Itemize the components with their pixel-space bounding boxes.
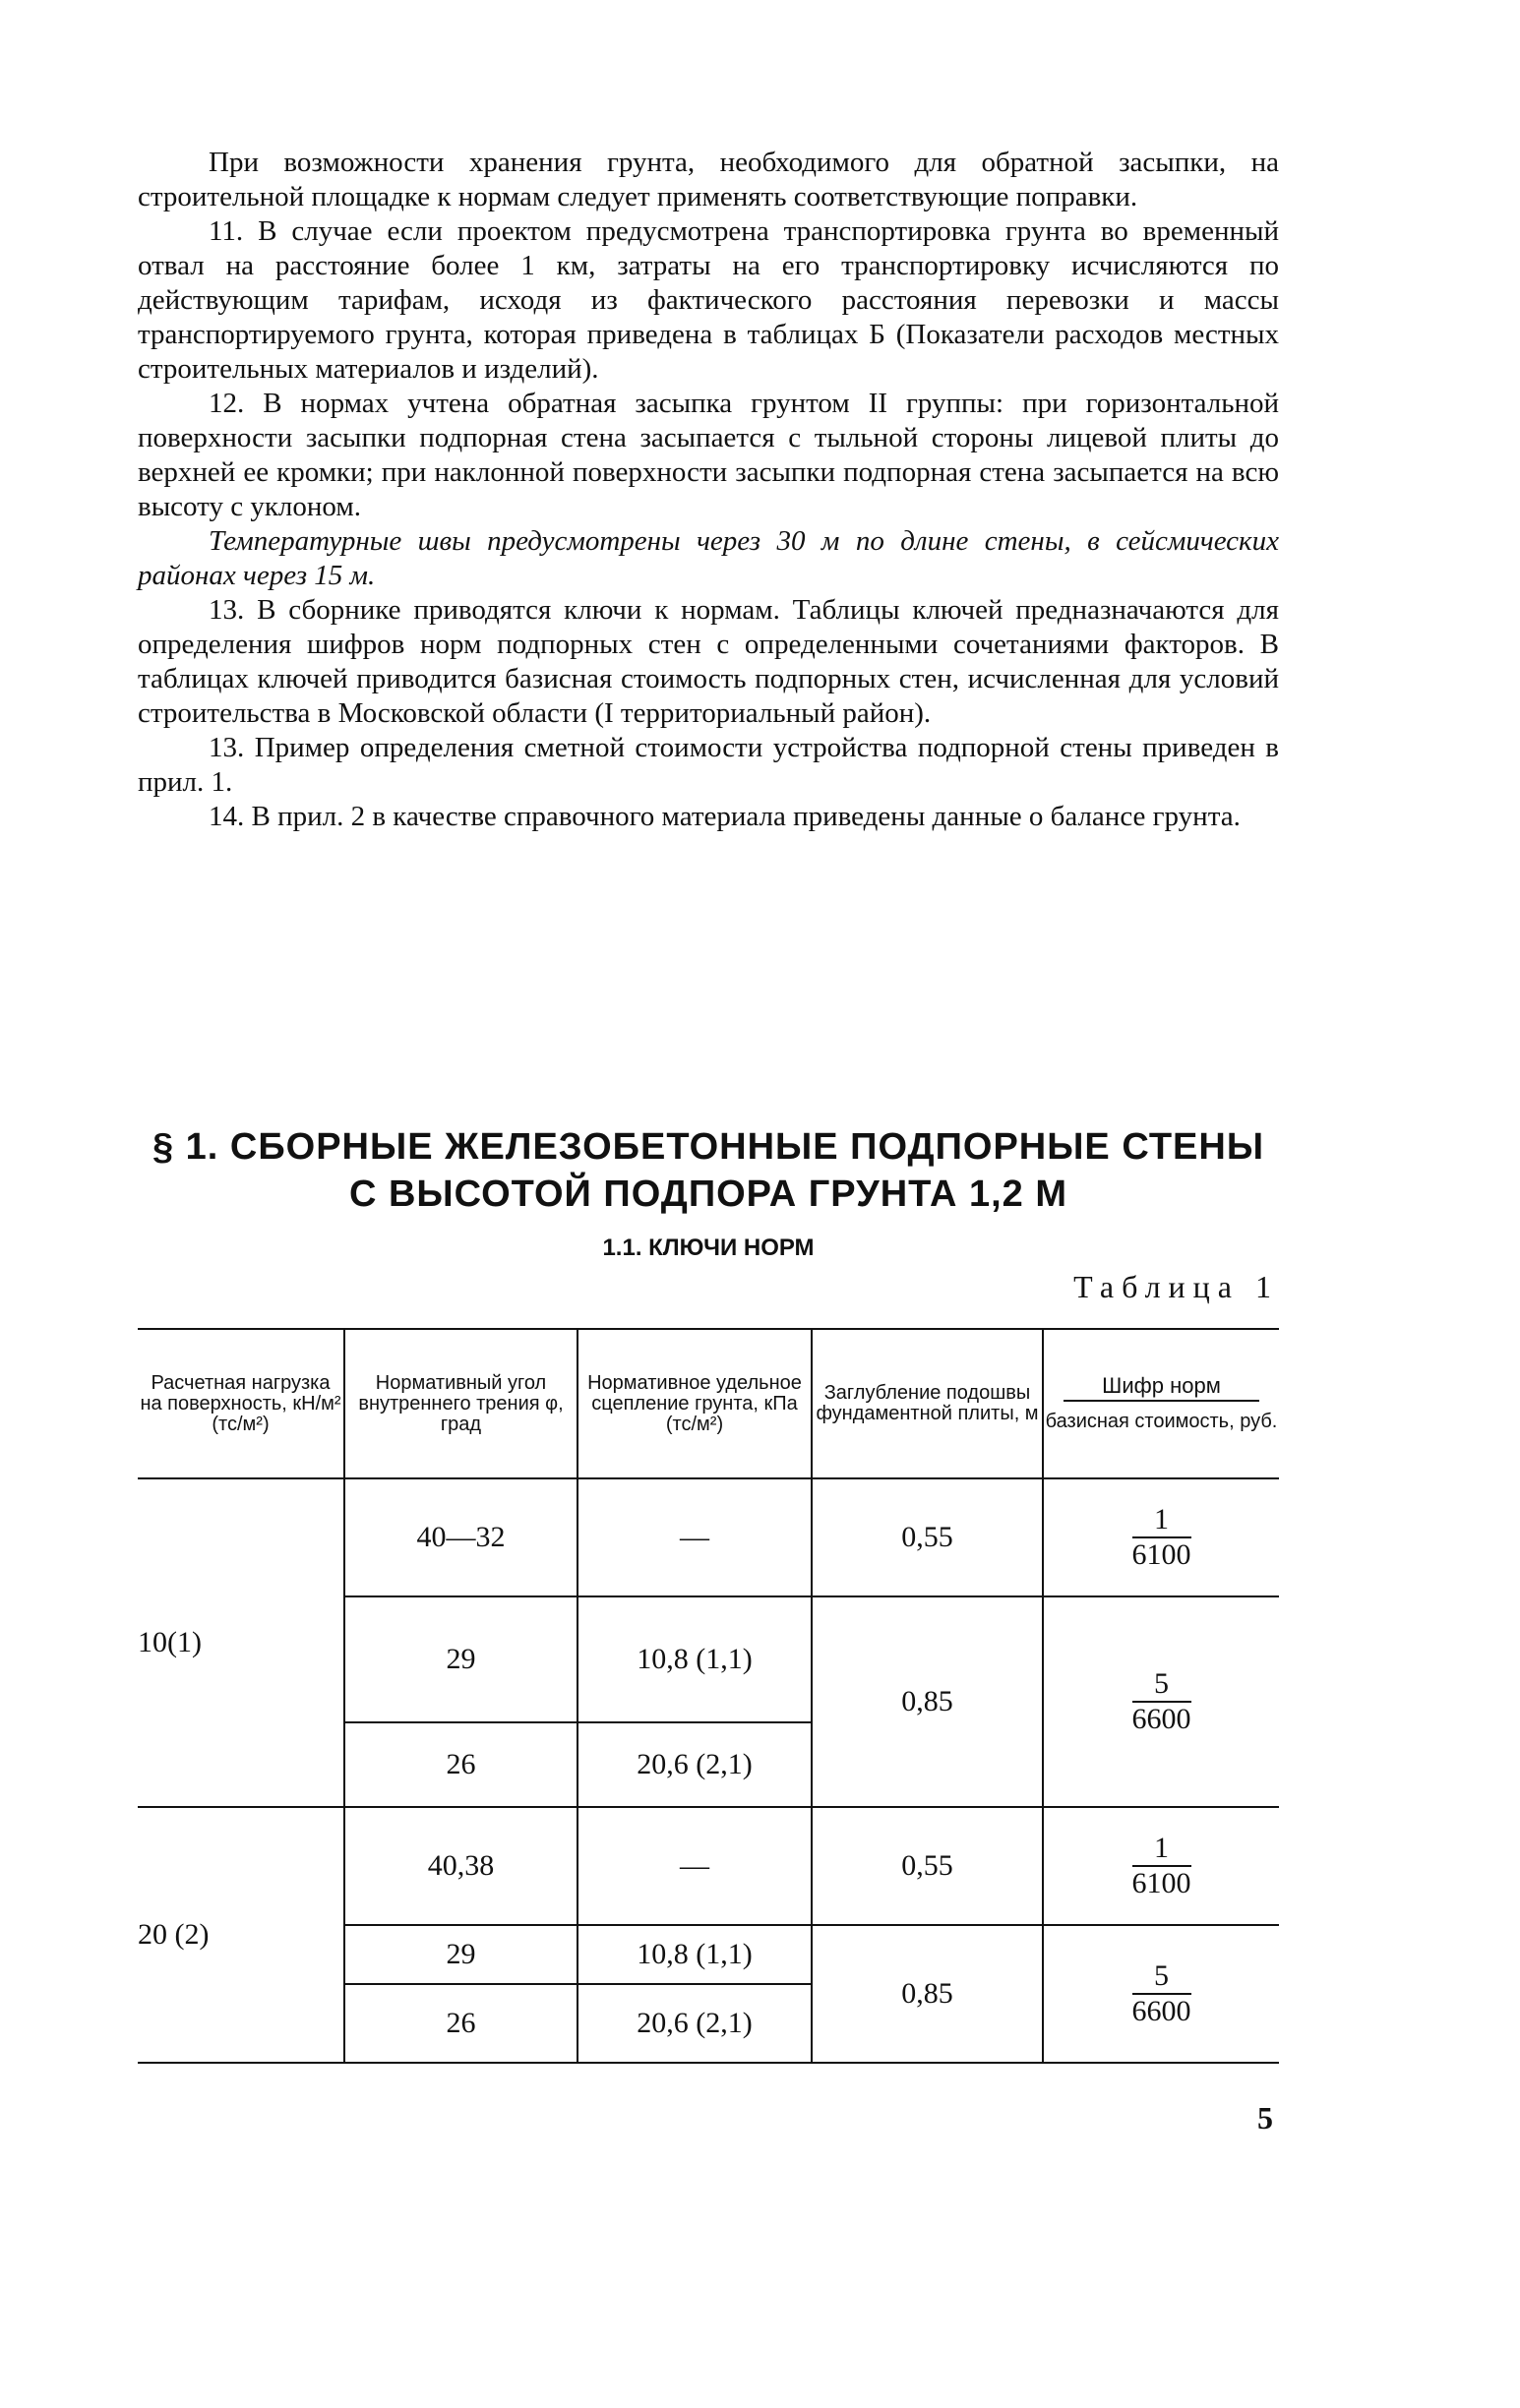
- section-heading: [138, 1123, 1279, 1218]
- header-code-bottom: базисная стоимость, руб.: [1045, 1411, 1278, 1432]
- load-cell: 20 (2): [138, 1807, 344, 2063]
- header-depth: Заглубление подошвы фундаментной плиты, м: [812, 1329, 1043, 1478]
- cohesion-cell: 10,8 (1,1): [578, 1596, 812, 1722]
- cohesion-cell: —: [578, 1478, 812, 1596]
- paragraph: Температурные швы предусмотрены через 30 м по длине стены, в сейсмических районах через 15 м.: [138, 525, 1279, 591]
- paragraph: 13. В сборнике приводятся ключи к нормам. Таблицы ключей предназначаются для определения шифров норм подпорных стен с определенными сочетаниями факторов. В таблицах ключей приводится базисная стоимость подпорных стен, исчисленная для условий строительства в Московской области (I территориальный район).: [138, 594, 1279, 729]
- paragraph: 12. В нормах учтена обратная засыпка грунтом II группы: при горизонтальной поверхности засыпки подпорная стена засыпается с тыльной стороны лицевой плиты до верхней ее кромки; при наклонной поверхности засыпки подпорная стена засыпается на всю высоту с уклоном.: [138, 388, 1279, 522]
- angle-cell: 29: [344, 1596, 578, 1722]
- body-text: [138, 146, 1279, 834]
- cohesion-cell: —: [578, 1807, 812, 1925]
- angle-cell: 29: [344, 1925, 578, 1984]
- code-fraction: [1132, 1832, 1191, 1900]
- page-number: 5: [1257, 2100, 1273, 2136]
- code-cost: 6600: [1131, 1703, 1191, 1735]
- section-heading-line-2: С ВЫСОТОЙ ПОДПОРА ГРУНТА 1,2 М: [348, 1174, 1068, 1215]
- norms-table-wrapper: [138, 1328, 1279, 2064]
- table-caption: Таблица 1: [1073, 1269, 1279, 1304]
- code-fraction: [1132, 1667, 1191, 1736]
- section-subheading: 1.1. КЛЮЧИ НОРМ: [602, 1234, 815, 1261]
- table-header-row: [138, 1329, 1279, 1478]
- code-cost: 6600: [1131, 1995, 1191, 2027]
- angle-cell: 40,38: [344, 1807, 578, 1925]
- code-cost: 6100: [1131, 1538, 1191, 1571]
- code-number: 5: [1132, 1667, 1191, 1703]
- code-cell: [1043, 1925, 1279, 2063]
- header-cohesion: Нормативное удельное сцепление грунта, кПа (тс/м²): [578, 1329, 812, 1478]
- header-angle: Нормативный угол внутреннего трения φ, град: [344, 1329, 578, 1478]
- load-cell: 10(1): [138, 1478, 344, 1807]
- paragraph: 13. Пример определения сметной стоимости устройства подпорной стены приведен в прил. 1.: [138, 732, 1279, 798]
- paragraph: 11. В случае если проектом предусмотрена транспортировка грунта во временный отвал на расстояние более 1 км, затраты на его транспортировку исчисляются по действующим тарифам, исходя из фактического расстояния перевозки и массы транспортируемого грунта, которая приведена в таблицах Б (Показатели расходов местных строительных материалов и изделий).: [138, 215, 1279, 385]
- code-cost: 6100: [1131, 1867, 1191, 1899]
- code-number: 1: [1132, 1832, 1191, 1867]
- table-row: [138, 1807, 1279, 1925]
- code-fraction: [1132, 1959, 1191, 2028]
- cohesion-cell: 20,6 (2,1): [578, 1722, 812, 1807]
- angle-cell: 26: [344, 1984, 578, 2063]
- norms-table: [138, 1328, 1279, 2064]
- code-cell: [1043, 1807, 1279, 1925]
- paragraph: 14. В прил. 2 в качестве справочного материала приведены данные о балансе грунта.: [209, 801, 1241, 832]
- angle-cell: 26: [344, 1722, 578, 1807]
- code-fraction: [1132, 1503, 1191, 1572]
- header-code: [1043, 1329, 1279, 1478]
- cohesion-cell: 20,6 (2,1): [578, 1984, 812, 2063]
- angle-cell: 40—32: [344, 1478, 578, 1596]
- depth-cell: 0,55: [812, 1807, 1043, 1925]
- header-code-top: Шифр норм: [1064, 1375, 1259, 1402]
- code-number: 5: [1132, 1959, 1191, 1995]
- depth-cell: 0,55: [812, 1478, 1043, 1596]
- depth-cell: 0,85: [812, 1596, 1043, 1807]
- cohesion-cell: 10,8 (1,1): [578, 1925, 812, 1984]
- section-heading-line-1: § 1. СБОРНЫЕ ЖЕЛЕЗОБЕТОННЫЕ ПОДПОРНЫЕ СТЕНЫ: [152, 1126, 1265, 1168]
- code-cell: [1043, 1478, 1279, 1596]
- table-row: [138, 1478, 1279, 1596]
- paragraph: При возможности хранения грунта, необходимого для обратной засыпки, на строительной площадке к нормам следует применять соответствующие поправки.: [138, 147, 1279, 212]
- code-number: 1: [1132, 1503, 1191, 1538]
- depth-cell: 0,85: [812, 1925, 1043, 2063]
- code-cell: [1043, 1596, 1279, 1807]
- header-load: Расчетная нагрузка на поверхность, кН/м² (тс/м²): [138, 1329, 344, 1478]
